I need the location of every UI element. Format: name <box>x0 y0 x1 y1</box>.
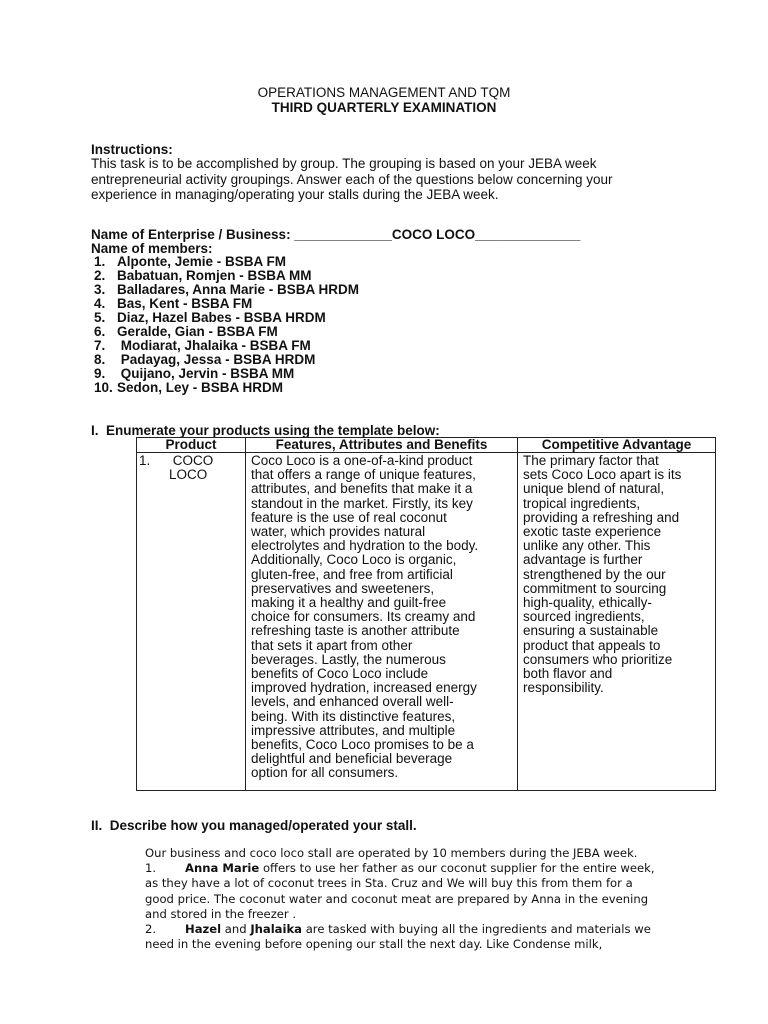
column-header-product: Product <box>137 438 246 453</box>
member-name: Alponte, Jemie - BSBA FM <box>117 254 287 269</box>
section-1-heading: I. Enumerate your products using the template below: <box>91 423 440 438</box>
member-number: 10. <box>94 380 113 395</box>
advantage-line: commitment to sourcing <box>523 580 667 596</box>
advantage-line: high-quality, ethically- <box>523 595 652 611</box>
members-list <box>94 255 359 395</box>
member-item <box>94 381 359 395</box>
member-highlight: Anna Marie <box>185 861 260 876</box>
instructions-heading: Instructions: <box>91 142 173 157</box>
item-1-line: good price. The coconut water and coconut meat are prepared by Anna in the evening <box>145 891 649 906</box>
features-line: delightful and beneficial beverage <box>251 751 453 767</box>
member-number: 8. <box>94 352 106 367</box>
product-line: 1. COCO <box>139 453 214 468</box>
member-name: Quijano, Jervin - BSBA MM <box>117 366 295 381</box>
features-line: impressive attributes, and multiple <box>251 722 456 738</box>
advantage-line: sourced ingredients, <box>523 609 645 625</box>
item-2-first-line <box>145 922 685 937</box>
features-line: levels, and enhanced overall well- <box>251 694 454 710</box>
course-title: OPERATIONS MANAGEMENT AND TQM <box>257 85 511 100</box>
instructions-line: This task is to be accomplished by group. The grouping is based on your JEBA week <box>91 156 597 171</box>
advantage-line: unlike any other. This <box>523 538 651 554</box>
member-item <box>94 367 359 381</box>
member-item <box>94 325 359 339</box>
features-line: refreshing taste is another attribute <box>251 623 460 639</box>
member-number: 2. <box>94 268 106 283</box>
members-heading: Name of members: <box>91 241 213 256</box>
member-item <box>94 353 359 367</box>
member-item <box>94 311 359 325</box>
products-table <box>136 437 716 791</box>
features-line: Coco Loco is a one-of-a-kind product <box>251 453 473 468</box>
features-line: gluten-free, and free from artificial <box>251 566 453 582</box>
member-number: 6. <box>94 324 106 339</box>
member-highlight: Jhalaika <box>250 922 303 937</box>
item-text: and <box>221 922 251 937</box>
features-line: being. With its distinctive features, <box>251 708 456 724</box>
column-header-advantage: Competitive Advantage <box>518 438 716 453</box>
member-name: Sedon, Ley - BSBA HRDM <box>117 380 284 395</box>
features-line: improved hydration, increased energy <box>251 680 477 696</box>
member-highlight: Hazel <box>185 922 222 937</box>
member-item <box>94 269 359 283</box>
member-name: Geralde, Gian - BSBA FM <box>117 324 278 339</box>
advantage-line: unique blend of natural, <box>523 481 665 497</box>
advantage-line: tropical ingredients, <box>523 495 641 511</box>
member-number: 4. <box>94 296 106 311</box>
features-line: benefits, Coco Loco promises to be a <box>251 737 474 753</box>
features-line: making it a healthy and guilt-free <box>251 595 447 611</box>
advantage-line: sets Coco Loco apart is its <box>523 467 682 483</box>
features-line: standout in the market. Firstly, its key <box>251 495 473 511</box>
member-number: 3. <box>94 282 106 297</box>
item-1-line: as they have a lot of coconut trees in Sta. Cruz and We will buy this from them for a <box>145 876 633 891</box>
features-line: feature is the use of real coconut <box>251 509 447 525</box>
advantage-line: exotic taste experience <box>523 524 662 540</box>
advantage-line: strengthened by the our <box>523 566 666 582</box>
member-number: 9. <box>94 366 106 381</box>
intro-line: Our business and coco loco stall are operated by 10 members during the JEBA week. <box>145 846 638 860</box>
member-number: 7. <box>94 338 106 353</box>
member-item <box>94 255 359 269</box>
item-1-first-line <box>145 861 685 876</box>
advantage-cell <box>518 453 716 791</box>
advantage-line: providing a refreshing and <box>523 509 680 525</box>
section-2-heading: II. Describe how you managed/operated your stall. <box>91 818 417 833</box>
member-name: Modiarat, Jhalaika - BSBA FM <box>117 338 311 353</box>
member-name: Padayag, Jessa - BSBA HRDM <box>117 352 316 367</box>
advantage-line: The primary factor that <box>523 453 659 468</box>
product-cell <box>137 453 246 791</box>
advantage-line: ensuring a sustainable <box>523 623 659 639</box>
features-line: water, which provides natural <box>251 524 426 540</box>
column-header-features: Features, Attributes and Benefits <box>246 438 518 453</box>
product-line: LOCO <box>139 467 208 483</box>
enterprise-name: Name of Enterprise / Business: _____________COCO LOCO______________ <box>91 227 581 242</box>
item-number: 1. <box>145 861 157 876</box>
member-item <box>94 339 359 353</box>
item-text: are tasked with buying all the ingredients and materials we <box>302 922 651 937</box>
item-1-line: and stored in the freezer . <box>145 906 297 921</box>
member-number: 1. <box>94 254 106 269</box>
advantage-line: responsibility. <box>523 680 604 696</box>
advantage-line: consumers who prioritize <box>523 651 673 667</box>
features-line: attributes, and benefits that make it a <box>251 481 473 497</box>
member-name: Babatuan, Romjen - BSBA MM <box>117 268 312 283</box>
instructions-line: experience in managing/operating your stalls during the JEBA week. <box>91 187 499 202</box>
member-name: Diaz, Hazel Babes - BSBA HRDM <box>117 310 326 325</box>
item-number: 2. <box>145 922 157 937</box>
instructions-text <box>91 156 691 203</box>
member-item <box>94 283 359 297</box>
member-number: 5. <box>94 310 106 325</box>
features-line: Additionally, Coco Loco is organic, <box>251 552 457 568</box>
table-row <box>137 453 716 791</box>
item-text: offers to use her father as our coconut supplier for the entire week, <box>259 861 655 876</box>
features-line: choice for consumers. Its creamy and <box>251 609 476 625</box>
features-line: that sets it apart from other <box>251 637 413 653</box>
advantage-line: product that appeals to <box>523 637 661 653</box>
features-cell <box>246 453 518 791</box>
features-line: preservatives and sweeteners, <box>251 580 435 596</box>
section-2-body <box>145 846 685 952</box>
advantage-line: advantage is further <box>523 552 643 568</box>
table-header-row <box>137 438 716 453</box>
features-line: benefits of Coco Loco include <box>251 666 429 682</box>
features-line: that offers a range of unique features, <box>251 467 476 483</box>
member-item <box>94 297 359 311</box>
features-line: beverages. Lastly, the numerous <box>251 651 446 667</box>
item-2-line: need in the evening before opening our stall the next day. Like Condense milk, <box>145 937 603 952</box>
member-name: Bas, Kent - BSBA FM <box>117 296 253 311</box>
exam-title: THIRD QUARTERLY EXAMINATION <box>271 100 497 115</box>
features-line: option for all consumers. <box>251 765 399 781</box>
features-line: electrolytes and hydration to the body. <box>251 538 479 554</box>
instructions-line: entrepreneurial activity groupings. Answer each of the questions below concerning your <box>91 171 613 187</box>
member-name: Balladares, Anna Marie - BSBA HRDM <box>117 282 360 297</box>
advantage-line: both flavor and <box>523 666 613 682</box>
